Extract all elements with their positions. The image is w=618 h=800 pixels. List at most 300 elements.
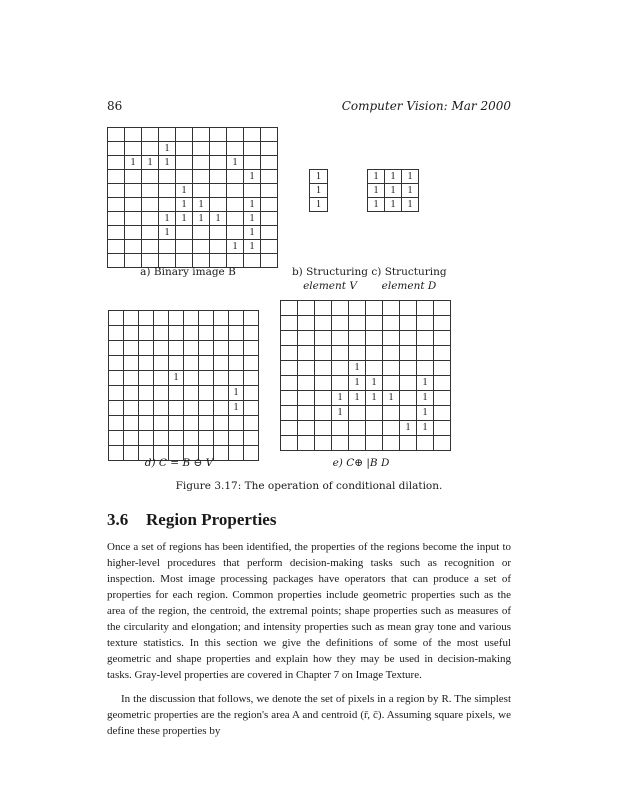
grid-cell	[244, 401, 259, 416]
grid-cell	[214, 386, 229, 401]
grid-cell	[244, 128, 261, 142]
grid-cell	[244, 311, 259, 326]
grid-cell	[154, 431, 169, 446]
grid-cell	[281, 331, 298, 346]
grid-cell: 1	[349, 376, 366, 391]
grid-cell	[227, 184, 244, 198]
grid-cell	[169, 326, 184, 341]
grid-cell	[159, 198, 176, 212]
grid-cell	[298, 376, 315, 391]
grid-cell	[154, 341, 169, 356]
grid-cell	[298, 346, 315, 361]
grid-row	[281, 406, 451, 421]
grid-cell	[383, 376, 400, 391]
grid-cell	[199, 341, 214, 356]
grid-cell	[281, 391, 298, 406]
grid-row	[281, 436, 451, 451]
grid-row	[368, 170, 419, 184]
grid-cell	[417, 331, 434, 346]
grid-cell	[109, 371, 124, 386]
grid-cell	[400, 346, 417, 361]
grid-cell	[315, 391, 332, 406]
result-c-grid	[108, 310, 259, 461]
grid-cell	[124, 341, 139, 356]
caption-d: d) C = B ⊖ V	[144, 457, 214, 469]
grid-cell	[434, 301, 451, 316]
grid-row	[281, 361, 451, 376]
grid-cell	[154, 311, 169, 326]
grid-cell: 1	[402, 198, 419, 212]
grid-cell	[139, 416, 154, 431]
grid-cell	[315, 316, 332, 331]
grid-cell	[315, 376, 332, 391]
grid-cell: 1	[400, 421, 417, 436]
grid-cell	[193, 170, 210, 184]
grid-cell	[124, 431, 139, 446]
grid-cell	[214, 341, 229, 356]
grid-cell: 1	[332, 391, 349, 406]
grid-cell	[193, 240, 210, 254]
grid-cell: 1	[244, 240, 261, 254]
grid-cell	[210, 170, 227, 184]
grid-cell	[281, 421, 298, 436]
grid-cell	[400, 361, 417, 376]
grid-cell	[125, 198, 142, 212]
grid-cell	[125, 240, 142, 254]
grid-cell: 1	[159, 212, 176, 226]
grid-cell	[281, 361, 298, 376]
grid-cell	[434, 361, 451, 376]
grid-cell	[176, 226, 193, 240]
grid-cell	[298, 421, 315, 436]
grid-cell	[184, 386, 199, 401]
section-number: 3.6	[107, 510, 129, 529]
grid-cell: 1	[417, 421, 434, 436]
grid-cell	[184, 341, 199, 356]
grid-cell	[214, 311, 229, 326]
grid-cell	[315, 361, 332, 376]
grid-cell	[199, 371, 214, 386]
grid-cell	[227, 198, 244, 212]
grid-cell	[108, 198, 125, 212]
grid-cell	[434, 331, 451, 346]
caption-a: a) Binary image B	[140, 266, 236, 278]
grid-cell	[244, 341, 259, 356]
grid-cell	[142, 240, 159, 254]
grid-cell	[108, 142, 125, 156]
grid-cell: 1	[229, 401, 244, 416]
grid-cell	[315, 421, 332, 436]
grid-cell	[125, 184, 142, 198]
grid-row	[109, 386, 259, 401]
grid-cell	[298, 391, 315, 406]
grid-cell	[214, 371, 229, 386]
grid-cell	[109, 311, 124, 326]
grid-cell	[244, 142, 261, 156]
grid-cell	[332, 376, 349, 391]
grid-cell	[139, 401, 154, 416]
grid-row	[109, 341, 259, 356]
grid-cell	[332, 301, 349, 316]
caption-b-line2: element V	[303, 280, 357, 293]
grid-cell: 1	[193, 212, 210, 226]
grid-cell	[244, 431, 259, 446]
grid-cell	[159, 184, 176, 198]
grid-cell	[366, 406, 383, 421]
grid-cell	[184, 371, 199, 386]
grid-cell	[434, 436, 451, 451]
grid-cell	[332, 316, 349, 331]
grid-cell	[176, 170, 193, 184]
grid-cell	[332, 361, 349, 376]
grid-cell	[244, 326, 259, 341]
grid-cell	[169, 341, 184, 356]
grid-cell	[154, 356, 169, 371]
grid-cell	[193, 128, 210, 142]
grid-cell	[210, 184, 227, 198]
grid-cell	[417, 316, 434, 331]
grid-cell	[383, 421, 400, 436]
grid-cell	[142, 128, 159, 142]
grid-row	[108, 170, 278, 184]
grid-cell	[400, 391, 417, 406]
grid-cell	[349, 346, 366, 361]
grid-cell	[176, 240, 193, 254]
grid-cell	[298, 406, 315, 421]
grid-cell	[199, 311, 214, 326]
grid-cell	[139, 431, 154, 446]
grid-cell: 1	[402, 170, 419, 184]
grid-row	[108, 142, 278, 156]
grid-cell	[227, 142, 244, 156]
grid-cell	[169, 416, 184, 431]
grid-cell	[349, 331, 366, 346]
grid-row	[109, 356, 259, 371]
grid-cell	[210, 198, 227, 212]
grid-cell	[261, 198, 278, 212]
grid-cell	[434, 346, 451, 361]
grid-row	[281, 346, 451, 361]
running-title: Computer Vision: Mar 2000	[341, 99, 511, 113]
grid-cell	[366, 361, 383, 376]
grid-cell	[109, 431, 124, 446]
grid-row	[281, 376, 451, 391]
grid-cell: 1	[227, 240, 244, 254]
grid-cell: 1	[366, 376, 383, 391]
caption-b-line1: b) Structuring	[291, 266, 369, 278]
grid-cell	[108, 240, 125, 254]
grid-cell	[349, 436, 366, 451]
grid-cell	[109, 341, 124, 356]
grid-cell	[154, 386, 169, 401]
grid-cell	[124, 416, 139, 431]
grid-cell	[227, 212, 244, 226]
grid-cell: 1	[176, 212, 193, 226]
grid-cell	[434, 391, 451, 406]
grid-cell	[315, 346, 332, 361]
grid-cell	[298, 301, 315, 316]
grid-row	[281, 331, 451, 346]
grid-cell	[169, 356, 184, 371]
grid-cell: 1	[244, 212, 261, 226]
grid-row	[310, 198, 328, 212]
grid-cell	[366, 331, 383, 346]
grid-cell	[210, 142, 227, 156]
grid-cell	[366, 346, 383, 361]
grid-row	[109, 326, 259, 341]
grid-cell	[261, 156, 278, 170]
grid-cell	[142, 170, 159, 184]
grid-cell	[349, 421, 366, 436]
grid-cell: 1	[176, 198, 193, 212]
grid-cell	[184, 311, 199, 326]
grid-cell	[139, 311, 154, 326]
grid-cell	[124, 311, 139, 326]
grid-cell	[214, 401, 229, 416]
grid-cell	[244, 184, 261, 198]
grid-cell: 1	[385, 170, 402, 184]
grid-cell	[108, 212, 125, 226]
grid-cell: 1	[332, 406, 349, 421]
grid-row	[109, 401, 259, 416]
grid-cell	[154, 371, 169, 386]
grid-row	[108, 156, 278, 170]
grid-cell	[109, 356, 124, 371]
grid-row	[281, 421, 451, 436]
grid-cell	[332, 346, 349, 361]
caption-c	[368, 265, 450, 293]
grid-cell	[281, 301, 298, 316]
grid-cell	[229, 356, 244, 371]
grid-cell	[176, 142, 193, 156]
grid-cell	[383, 346, 400, 361]
grid-cell	[298, 436, 315, 451]
grid-cell	[383, 361, 400, 376]
grid-cell	[214, 416, 229, 431]
grid-cell	[298, 316, 315, 331]
grid-cell	[298, 331, 315, 346]
grid-row	[109, 416, 259, 431]
grid-cell	[108, 170, 125, 184]
grid-cell: 1	[417, 391, 434, 406]
grid-row	[281, 301, 451, 316]
grid-cell	[315, 331, 332, 346]
grid-row	[109, 311, 259, 326]
grid-cell	[400, 316, 417, 331]
grid-cell: 1	[244, 198, 261, 212]
grid-cell	[261, 128, 278, 142]
grid-row	[368, 184, 419, 198]
grid-cell	[210, 240, 227, 254]
grid-cell: 1	[402, 184, 419, 198]
grid-cell	[176, 156, 193, 170]
grid-cell	[199, 401, 214, 416]
grid-cell: 1	[368, 198, 385, 212]
grid-cell	[229, 431, 244, 446]
grid-row	[108, 212, 278, 226]
grid-cell	[349, 316, 366, 331]
grid-cell	[261, 226, 278, 240]
figure-caption: Figure 3.17: The operation of conditional dilation.	[175, 480, 443, 492]
grid-cell	[125, 128, 142, 142]
grid-cell	[154, 326, 169, 341]
grid-cell	[315, 406, 332, 421]
grid-cell	[214, 431, 229, 446]
grid-cell	[417, 436, 434, 451]
grid-cell	[214, 356, 229, 371]
grid-cell: 1	[383, 391, 400, 406]
grid-cell	[400, 436, 417, 451]
grid-cell	[154, 401, 169, 416]
grid-row	[108, 240, 278, 254]
grid-cell	[184, 356, 199, 371]
grid-cell: 1	[368, 170, 385, 184]
grid-cell	[199, 356, 214, 371]
grid-cell	[349, 406, 366, 421]
grid-cell	[366, 301, 383, 316]
grid-cell	[261, 184, 278, 198]
structuring-element-v-grid	[309, 169, 328, 212]
grid-cell	[366, 421, 383, 436]
grid-cell: 1	[244, 170, 261, 184]
grid-cell	[417, 361, 434, 376]
grid-cell	[366, 316, 383, 331]
grid-cell	[142, 212, 159, 226]
grid-cell	[142, 198, 159, 212]
grid-cell	[210, 156, 227, 170]
grid-row	[368, 198, 419, 212]
grid-cell	[169, 386, 184, 401]
grid-row	[109, 371, 259, 386]
caption-b	[285, 265, 375, 293]
grid-cell	[199, 416, 214, 431]
grid-cell	[159, 240, 176, 254]
grid-cell: 1	[310, 198, 328, 212]
grid-cell	[261, 240, 278, 254]
grid-cell	[193, 156, 210, 170]
grid-cell	[261, 142, 278, 156]
grid-row	[281, 391, 451, 406]
grid-cell	[139, 386, 154, 401]
grid-cell	[434, 316, 451, 331]
grid-cell	[244, 416, 259, 431]
grid-cell	[383, 331, 400, 346]
grid-cell	[169, 431, 184, 446]
grid-cell	[229, 371, 244, 386]
grid-row	[108, 184, 278, 198]
grid-cell	[184, 416, 199, 431]
grid-row	[108, 226, 278, 240]
grid-cell	[229, 311, 244, 326]
grid-cell	[400, 376, 417, 391]
grid-cell	[184, 431, 199, 446]
grid-cell	[210, 226, 227, 240]
grid-cell: 1	[210, 212, 227, 226]
grid-cell: 1	[244, 226, 261, 240]
grid-row	[108, 128, 278, 142]
grid-cell: 1	[227, 156, 244, 170]
grid-cell: 1	[368, 184, 385, 198]
grid-cell	[214, 326, 229, 341]
grid-cell	[139, 356, 154, 371]
paragraph-1: Once a set of regions has been identified, the properties of the regions become the input to higher-level procedures that perform decision-making tasks such as recognition or inspection. Most image processing packages have operators that can produce a set of properties for each region. Common properties include geometric properties such as the area of the region, the centroid, the extremal points; shape properties such as measures of the circularity and elongation; and intensity properties such as mean gray tone and various texture statistics. In this section we give the definitions of some of the most useful geometric and shape properties and explain how they may be used in decision-making tasks. Gray-level properties are covered in Chapter 7 on Image Texture.	[107, 541, 511, 681]
grid-cell	[142, 226, 159, 240]
grid-row	[310, 184, 328, 198]
conditional-dilation-grid	[280, 300, 451, 451]
grid-cell	[125, 212, 142, 226]
grid-cell	[227, 128, 244, 142]
grid-cell	[124, 386, 139, 401]
grid-cell	[281, 316, 298, 331]
grid-cell	[159, 170, 176, 184]
grid-cell	[281, 436, 298, 451]
grid-cell	[124, 326, 139, 341]
grid-cell	[108, 226, 125, 240]
grid-cell	[281, 406, 298, 421]
grid-row	[281, 316, 451, 331]
grid-cell	[108, 184, 125, 198]
grid-cell	[383, 316, 400, 331]
grid-cell	[125, 226, 142, 240]
grid-cell: 1	[229, 386, 244, 401]
caption-c-line2: element D	[381, 280, 437, 293]
grid-cell	[244, 156, 261, 170]
grid-cell	[193, 226, 210, 240]
grid-cell	[315, 436, 332, 451]
grid-cell: 1	[159, 226, 176, 240]
grid-cell	[332, 436, 349, 451]
grid-cell: 1	[349, 391, 366, 406]
grid-cell	[176, 128, 193, 142]
grid-cell: 1	[417, 376, 434, 391]
grid-cell	[244, 386, 259, 401]
grid-cell	[349, 301, 366, 316]
grid-cell	[383, 406, 400, 421]
grid-cell	[184, 326, 199, 341]
grid-cell	[434, 421, 451, 436]
grid-cell	[139, 341, 154, 356]
grid-cell	[159, 128, 176, 142]
grid-cell	[109, 326, 124, 341]
grid-cell: 1	[169, 371, 184, 386]
grid-cell	[109, 401, 124, 416]
grid-row	[109, 431, 259, 446]
structuring-element-d-grid	[367, 169, 419, 212]
grid-cell	[125, 142, 142, 156]
grid-cell	[229, 416, 244, 431]
grid-cell: 1	[159, 142, 176, 156]
grid-cell	[298, 361, 315, 376]
grid-cell	[434, 406, 451, 421]
grid-cell	[417, 346, 434, 361]
grid-cell: 1	[385, 198, 402, 212]
grid-cell: 1	[310, 170, 328, 184]
grid-cell: 1	[385, 184, 402, 198]
grid-cell	[193, 184, 210, 198]
grid-cell	[124, 356, 139, 371]
grid-cell: 1	[125, 156, 142, 170]
grid-cell: 1	[310, 184, 328, 198]
grid-cell	[261, 212, 278, 226]
grid-cell	[332, 331, 349, 346]
grid-cell	[125, 170, 142, 184]
caption-c-line1: c) Structuring	[371, 266, 447, 278]
grid-cell	[139, 326, 154, 341]
grid-cell	[400, 331, 417, 346]
grid-cell	[227, 170, 244, 184]
page-number: 86	[107, 99, 123, 113]
grid-cell	[261, 170, 278, 184]
